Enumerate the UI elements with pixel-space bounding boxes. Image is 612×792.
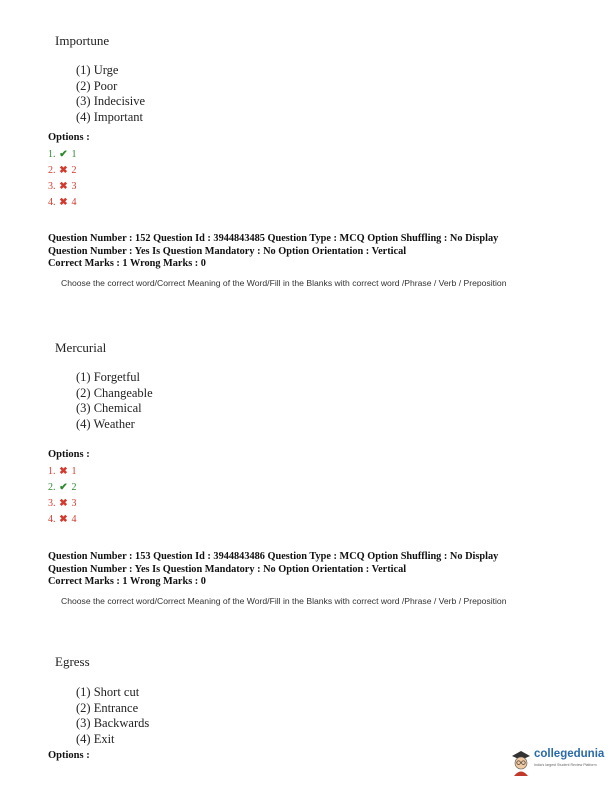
logo-tagline: India's largest Student Review Platform (534, 763, 597, 767)
result-item: 4. ✖ 4 (48, 195, 77, 211)
option-item: (4) Important (76, 109, 143, 124)
question-instruction: Choose the correct word/Correct Meaning of the Word/Fill in the Blanks with correct word /Phrase / Verb / Preposition (61, 596, 507, 606)
question-header (48, 551, 498, 589)
result-item: 4. ✖ 4 (48, 512, 77, 528)
question-word: Importune (55, 33, 110, 48)
marks-line: Correct Marks : 1 Wrong Marks : 0 (48, 258, 206, 269)
option-item: (3) Indecisive (76, 94, 146, 108)
options-label: Options : (48, 750, 90, 761)
result-list (48, 147, 77, 211)
options-label: Options : (48, 132, 90, 143)
option-item: (1) Short cut (76, 685, 140, 699)
option-item: (3) Chemical (76, 401, 142, 415)
question-word: Mercurial (55, 340, 107, 355)
answer-options (76, 63, 145, 125)
answer-options (76, 685, 149, 747)
cross-icon: ✖ (59, 498, 68, 509)
result-item: 3. ✖ 3 (48, 496, 77, 512)
option-item: (2) Entrance (76, 700, 139, 715)
check-icon: ✔ (59, 482, 68, 493)
result-item: 1. ✔ 1 (48, 147, 77, 163)
result-item: 2. ✔ 2 (48, 480, 77, 496)
question-instruction: Choose the correct word/Correct Meaning of the Word/Fill in the Blanks with correct word /Phrase / Verb / Preposition (61, 278, 507, 288)
option-item: (4) Exit (76, 731, 115, 746)
option-item: (2) Changeable (76, 385, 153, 400)
option-item: (1) Urge (76, 63, 119, 77)
cross-icon: ✖ (59, 466, 68, 477)
question-word: Egress (55, 654, 90, 669)
cross-icon: ✖ (59, 181, 68, 192)
option-item: (2) Poor (76, 78, 118, 93)
cross-icon: ✖ (59, 514, 68, 525)
mascot-icon (510, 748, 532, 778)
result-item: 3. ✖ 3 (48, 179, 77, 195)
question-header (48, 233, 498, 271)
cross-icon: ✖ (59, 197, 68, 208)
option-item: (1) Forgetful (76, 370, 140, 384)
collegedunia-logo (510, 746, 606, 780)
question-meta-line: Question Number : 153 Question Id : 3944843486 Question Type : MCQ Option Shuffling : No Display (48, 551, 499, 562)
option-item: (4) Weather (76, 416, 135, 431)
logo-name: collegedunia (534, 748, 605, 760)
question-meta-line: Question Number : Yes Is Question Mandatory : No Option Orientation : Vertical (48, 245, 407, 257)
option-item: (3) Backwards (76, 716, 150, 730)
options-label: Options : (48, 449, 90, 460)
result-list (48, 464, 77, 528)
question-meta-line: Question Number : 152 Question Id : 3944843485 Question Type : MCQ Option Shuffling : No Display (48, 233, 499, 244)
result-item: 1. ✖ 1 (48, 464, 77, 480)
check-icon: ✔ (59, 149, 68, 160)
result-item: 2. ✖ 2 (48, 163, 77, 179)
marks-line: Correct Marks : 1 Wrong Marks : 0 (48, 576, 206, 587)
answer-options (76, 370, 153, 432)
cross-icon: ✖ (59, 165, 68, 176)
question-meta-line: Question Number : Yes Is Question Mandatory : No Option Orientation : Vertical (48, 563, 407, 575)
